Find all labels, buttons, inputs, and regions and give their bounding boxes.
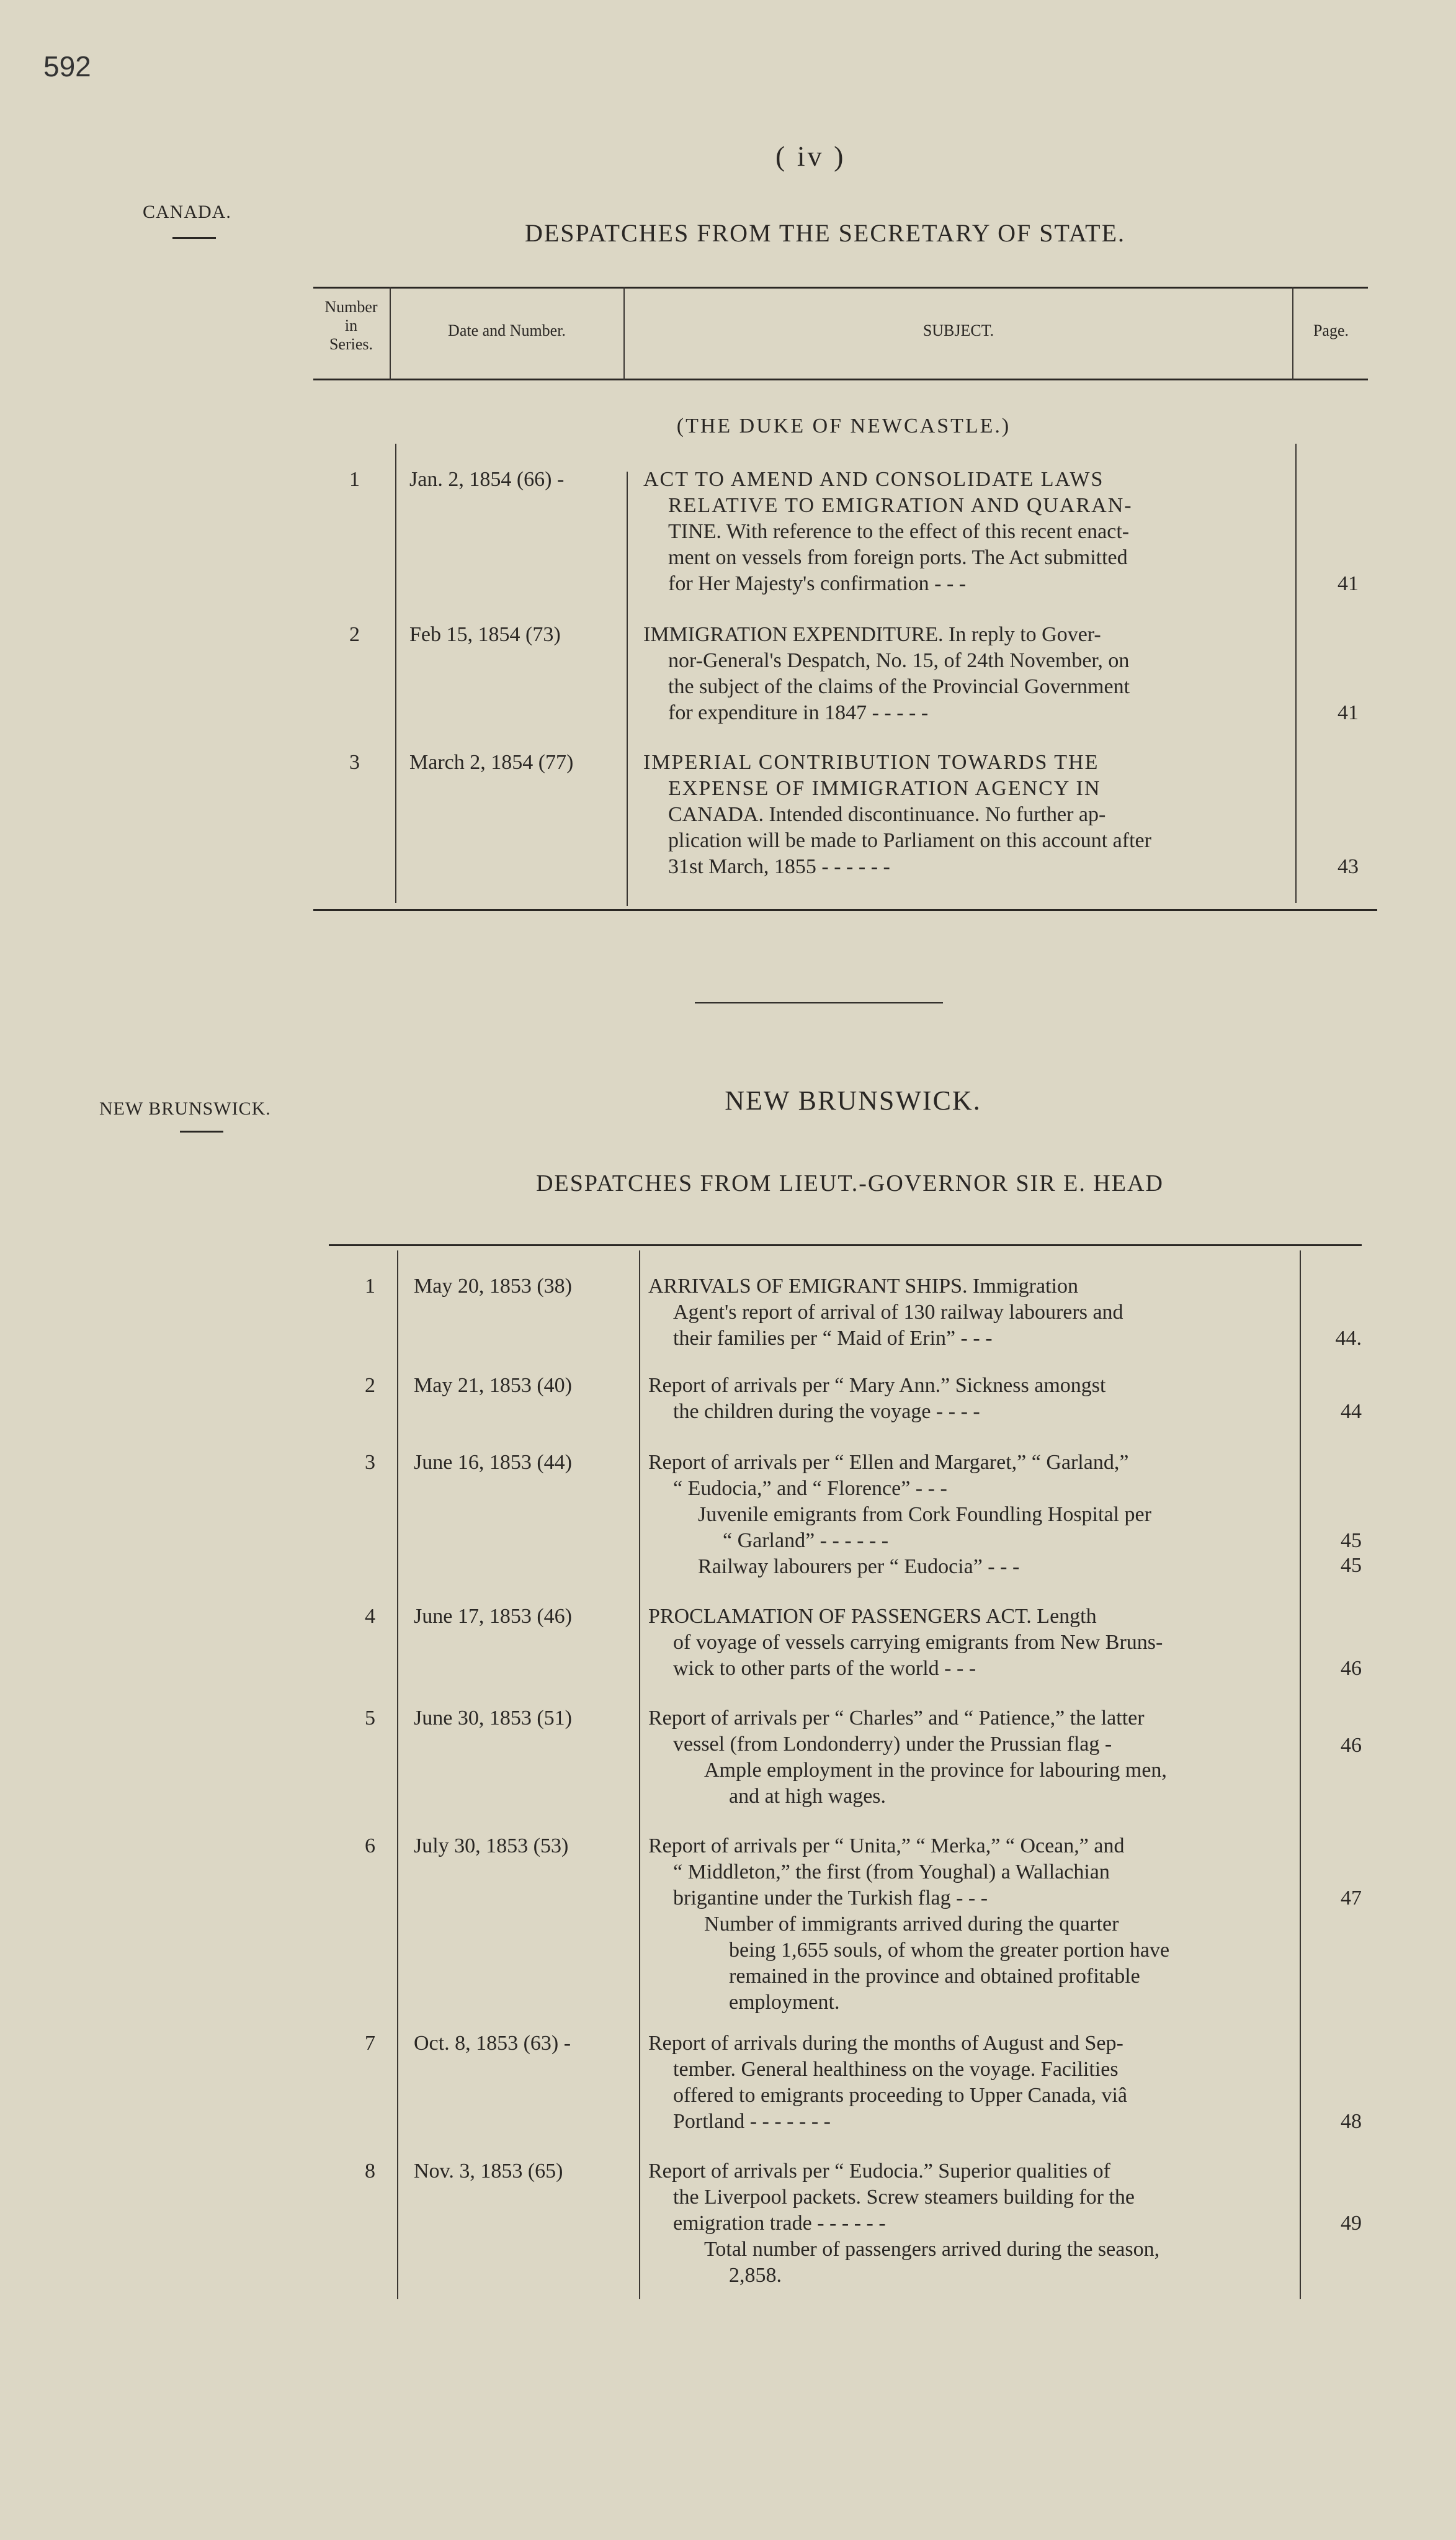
row-subject: Report of arrivals per “ Eudocia.” Superior qualities of the Liverpool packets. Screw steamers building for the emigration trade - - - - - - Total number of passengers arrived during the season, 2,858. <box>648 2160 1160 2287</box>
row-subject: Report of arrivals per “ Mary Ann.” Sickness amongst the children during the voyage - - - - <box>648 1374 1106 1423</box>
row-page: 45 <box>1341 1554 1362 1577</box>
row-number: 8 <box>365 2160 375 2183</box>
row-date: Nov. 3, 1853 (65) <box>414 2160 563 2183</box>
table-top-rule <box>329 1244 1362 1246</box>
col-header-page: Page. <box>1313 321 1349 339</box>
row-subject: ACT TO AMEND AND CONSOLIDATE LAWS RELATIVE TO EMIGRATION AND QUARAN- TINE. With reference to the effect of this recent enact- ment on vessels from foreign ports. The Act submitted for Her Majesty's confirmation - - - <box>643 468 1133 595</box>
col-divider <box>395 444 396 903</box>
row-number: 6 <box>365 1834 375 1857</box>
col-divider <box>1295 444 1297 903</box>
margin-label-new-brunswick: NEW BRUNSWICK. <box>99 1098 271 1119</box>
row-number: 1 <box>349 468 360 491</box>
row-page: 46 <box>1341 1657 1362 1680</box>
row-subject: Report of arrivals during the months of August and Sep- tember. General healthiness on the voyage. Facilities offered to emigrants proceeding to Upper Canada, viâ Portland - - - - - - - <box>648 2032 1127 2133</box>
row-page: 49 <box>1341 2212 1362 2235</box>
col-header-date: Date and Number. <box>448 321 566 339</box>
row-number: 1 <box>365 1275 375 1298</box>
col-divider <box>639 1250 640 2299</box>
row-date: June 16, 1853 (44) <box>414 1451 572 1474</box>
row-number: 4 <box>365 1605 375 1628</box>
row-page: 43 <box>1338 855 1359 878</box>
table-bottom-rule <box>313 909 1377 911</box>
row-subject: PROCLAMATION OF PASSENGERS ACT. Length of voyage of vessels carrying emigrants from New Bruns- wick to other parts of the world - - - <box>648 1605 1163 1680</box>
row-number: 3 <box>349 751 360 774</box>
section-separator <box>695 1002 943 1003</box>
row-page: 45 <box>1341 1529 1362 1552</box>
row-date: Feb 15, 1854 (73) <box>409 623 561 646</box>
row-date: March 2, 1854 (77) <box>409 751 574 774</box>
row-page: 44 <box>1341 1400 1362 1423</box>
margin-label-canada: CANADA. <box>143 202 231 222</box>
row-subject: ARRIVALS OF EMIGRANT SHIPS. Immigration Agent's report of arrival of 130 railway labourers and their families per “ Maid of Erin” - - - <box>648 1275 1123 1350</box>
new-brunswick-heading: DESPATCHES FROM LIEUT.-GOVERNOR SIR E. HEAD <box>536 1170 1164 1196</box>
row-page: 48 <box>1341 2110 1362 2133</box>
col-header-number: Number in Series. <box>324 298 378 353</box>
section-subheading: (THE DUKE OF NEWCASTLE.) <box>676 415 1011 438</box>
row-date: May 20, 1853 (38) <box>414 1275 572 1298</box>
new-brunswick-title: NEW BRUNSWICK. <box>725 1085 981 1116</box>
row-number: 5 <box>365 1707 375 1730</box>
margin-rule <box>180 1131 223 1133</box>
table-top-rule <box>313 287 1368 289</box>
row-date: Oct. 8, 1853 (63) - <box>414 2032 571 2055</box>
row-subject: IMMIGRATION EXPENDITURE. In reply to Gover- nor-General's Despatch, No. 15, of 24th November, on the subject of the claims of the Provincial Government for expenditure in 1847 - - - - - <box>643 623 1130 724</box>
row-subject: IMPERIAL CONTRIBUTION TOWARDS THE EXPENSE OF IMMIGRATION AGENCY IN CANADA. Intended discontinuance. No further ap- plication will be made to Parliament on this account after 31st March, 1855 - - - - - - <box>643 751 1151 878</box>
table-header-rule <box>313 379 1368 380</box>
row-number: 3 <box>365 1451 375 1474</box>
col-divider <box>390 287 391 380</box>
row-number: 2 <box>365 1374 375 1397</box>
row-date: Jan. 2, 1854 (66) - <box>409 468 565 491</box>
canada-heading: DESPATCHES FROM THE SECRETARY OF STATE. <box>524 219 1126 247</box>
col-divider <box>623 287 625 380</box>
col-divider <box>1300 1250 1301 2299</box>
col-header-subject: SUBJECT. <box>922 321 994 339</box>
row-subject: Report of arrivals per “ Unita,” “ Merka,” “ Ocean,” and “ Middleton,” the first (from Youghal) a Wallachian brigantine under the Turkish flag - - - Number of immigrants arrived during the quarter being 1,655 souls, of whom the greater portion have remained in the province and obtained profitable employment. <box>648 1834 1170 2014</box>
margin-rule <box>172 237 216 239</box>
col-divider <box>627 472 628 906</box>
col-divider <box>397 1250 398 2299</box>
col-divider <box>1292 287 1293 380</box>
page-number: 592 <box>43 50 91 83</box>
row-number: 7 <box>365 2032 375 2055</box>
roman-page-number: ( iv ) <box>775 140 846 172</box>
row-subject: Report of arrivals per “ Charles” and “ Patience,” the latter vessel (from Londonderry) under the Prussian flag - Ample employment in the province for labouring men, and at high wages. <box>648 1707 1167 1808</box>
row-subject: Report of arrivals per “ Ellen and Margaret,” “ Garland,” “ Eudocia,” and “ Florence” - - - Juvenile emigrants from Cork Foundling Hospital per “ Garland” - - - - - - Railway labourers per “ Eudocia” - - - <box>648 1451 1151 1578</box>
row-date: July 30, 1853 (53) <box>414 1834 569 1857</box>
row-page: 41 <box>1338 701 1359 724</box>
row-page: 47 <box>1341 1887 1362 1909</box>
row-date: May 21, 1853 (40) <box>414 1374 572 1397</box>
row-page: 46 <box>1341 1734 1362 1757</box>
row-date: June 30, 1853 (51) <box>414 1707 572 1730</box>
row-date: June 17, 1853 (46) <box>414 1605 572 1628</box>
row-page: 44. <box>1335 1327 1362 1350</box>
row-page: 41 <box>1338 572 1359 595</box>
row-number: 2 <box>349 623 360 646</box>
